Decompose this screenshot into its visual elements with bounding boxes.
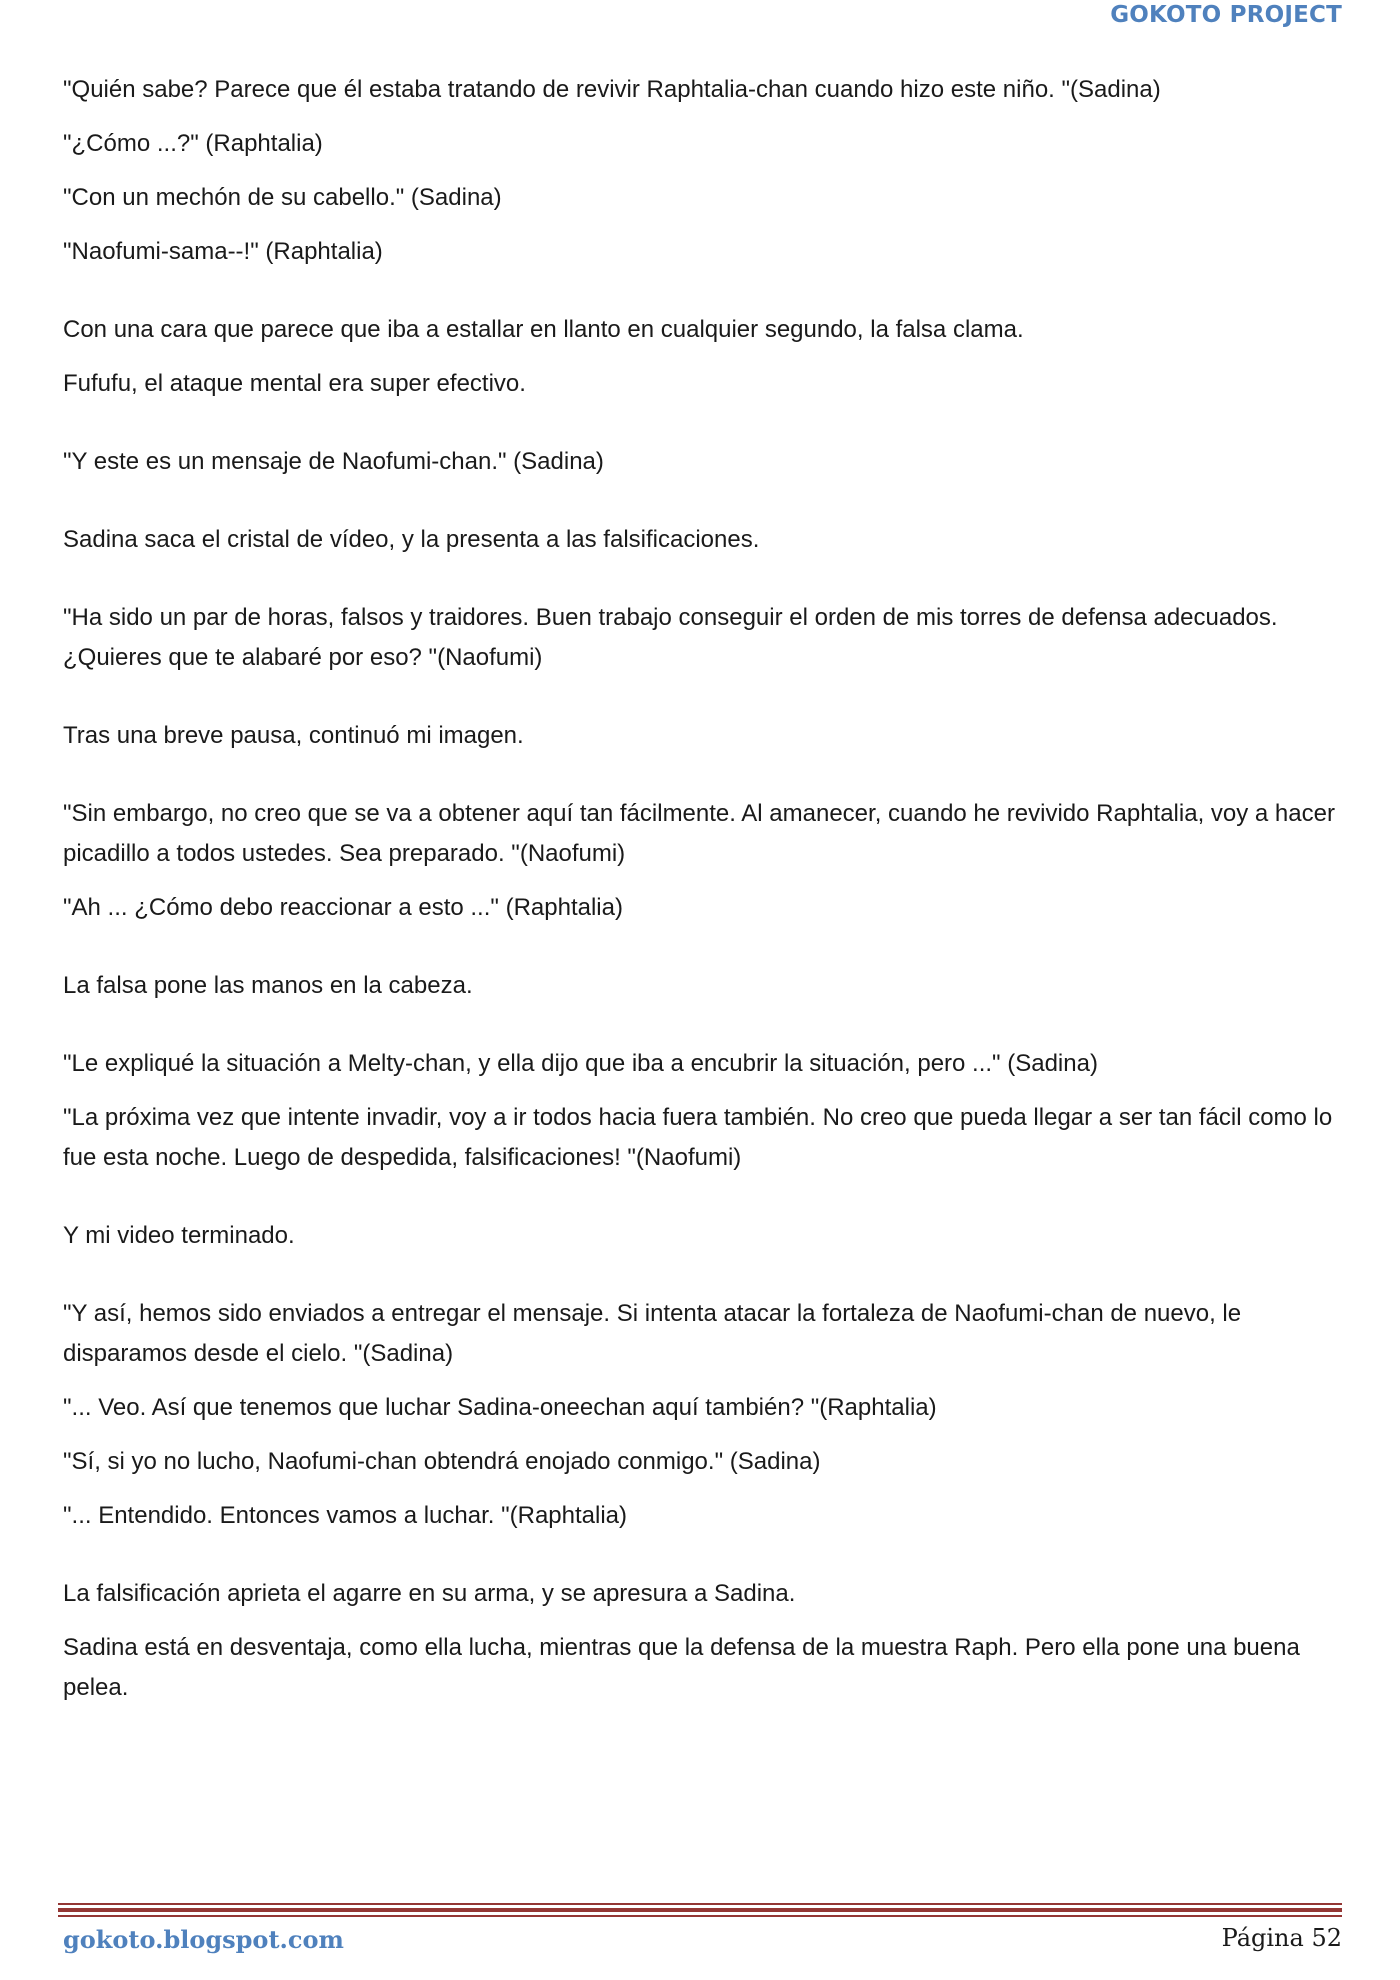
paragraph: "Con un mechón de su cabello." (Sadina) — [63, 184, 502, 211]
paragraph: La falsa pone las manos en la cabeza. — [63, 972, 473, 999]
paragraph: Sadina saca el cristal de vídeo, y la presenta a las falsificaciones. — [63, 526, 760, 553]
footer-blog-link[interactable]: gokoto.blogspot.com — [63, 1925, 344, 1954]
paragraph: "Quién sabe? Parece que él estaba tratando de revivir Raphtalia-chan cuando hizo este niño. "(Sadina) — [63, 76, 1161, 103]
paragraph: "La próxima vez que intente invadir, voy a ir todos hacia fuera también. No creo que pueda llegar a ser tan fácil como lo fue esta noche. Luego de despedida, falsificaciones! "(Naofumi) — [63, 1104, 1333, 1171]
paragraph: "... Entendido. Entonces vamos a luchar. "(Raphtalia) — [63, 1502, 628, 1529]
paragraph: La falsificación aprieta el agarre en su arma, y se apresura a Sadina. — [63, 1580, 796, 1607]
paragraph: Fufufu, el ataque mental era super efectivo. — [63, 370, 526, 397]
document-body — [63, 70, 1353, 1722]
footer-divider — [58, 1903, 1342, 1905]
paragraph: "Naofumi-sama--!" (Raphtalia) — [63, 238, 383, 265]
paragraph: "Ah ... ¿Cómo debo reaccionar a esto ..." (Raphtalia) — [63, 894, 623, 921]
paragraph: Tras una breve pausa, continuó mi imagen. — [63, 722, 524, 749]
header-title: GOKOTO PROJECT — [1110, 2, 1342, 28]
paragraph: "¿Cómo ...?" (Raphtalia) — [63, 130, 323, 157]
paragraph: "Ha sido un par de horas, falsos y traidores. Buen trabajo conseguir el orden de mis torres de defensa adecuados. ¿Quieres que te alabaré por eso? "(Naofumi) — [63, 604, 1278, 671]
paragraph: Y mi video terminado. — [63, 1222, 295, 1249]
footer-divider — [58, 1915, 1342, 1917]
paragraph: Sadina está en desventaja, como ella lucha, mientras que la defensa de la muestra Raph. Pero ella pone una buena pelea. — [63, 1634, 1300, 1701]
paragraph: "... Veo. Así que tenemos que luchar Sadina-oneechan aquí también? "(Raphtalia) — [63, 1394, 937, 1421]
paragraph: "Y este es un mensaje de Naofumi-chan." (Sadina) — [63, 448, 604, 475]
paragraph: "Le expliqué la situación a Melty-chan, y ella dijo que iba a encubrir la situación, pero ..." (Sadina) — [63, 1050, 1098, 1077]
paragraph: "Sin embargo, no creo que se va a obtener aquí tan fácilmente. Al amanecer, cuando he revivido Raphtalia, voy a hacer picadillo a todos ustedes. Sea preparado. "(Naofumi) — [63, 800, 1335, 867]
paragraph: "Y así, hemos sido enviados a entregar el mensaje. Si intenta atacar la fortaleza de Naofumi-chan de nuevo, le disparamos desde el cielo. "(Sadina) — [63, 1300, 1242, 1367]
page-number: Página 52 — [1221, 1924, 1342, 1952]
paragraph: Con una cara que parece que iba a estallar en llanto en cualquier segundo, la falsa clama. — [63, 316, 1024, 343]
paragraph: "Sí, si yo no lucho, Naofumi-chan obtendrá enojado conmigo." (Sadina) — [63, 1448, 821, 1475]
footer-divider — [58, 1908, 1342, 1912]
